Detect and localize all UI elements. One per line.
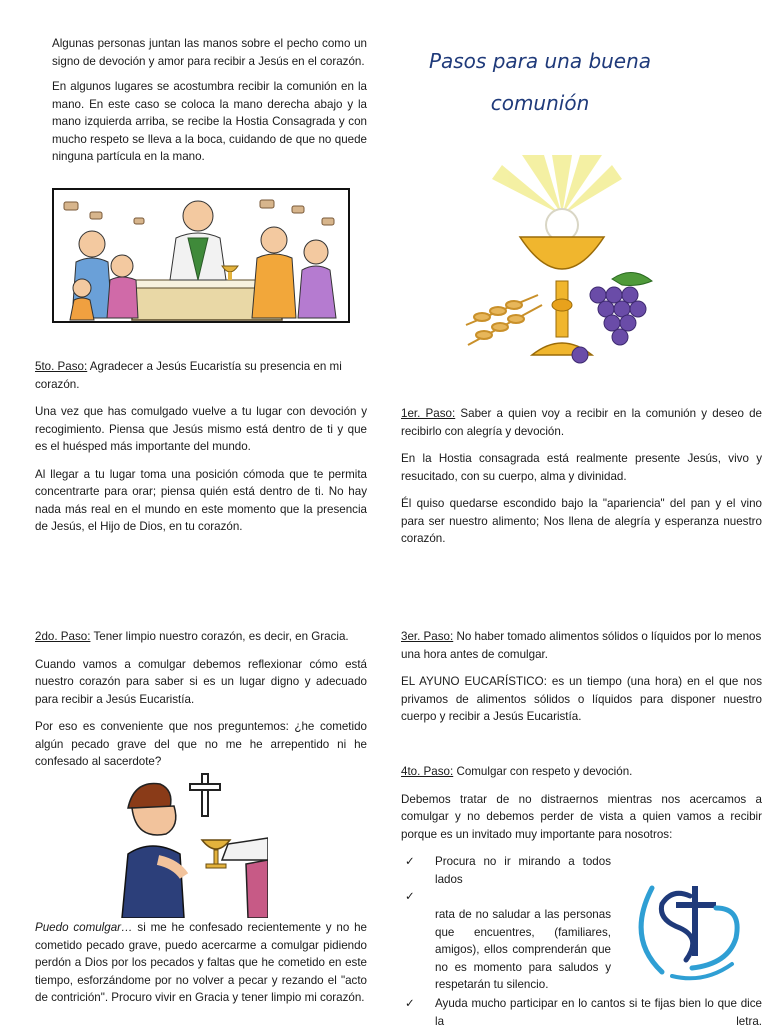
step-5-paragraph-2: Al llegar a tu lugar toma una posición cómoda que te permita concentrarte para orar; piensa quién está dentro de ti. No hay nada más real en el mundo en este momento que la presencia de Jesús, el Hijo de Dios, en tu corazón. [35, 467, 367, 533]
title-line-2: comunión [490, 91, 590, 115]
chalice-wheat-grapes-illustration [462, 155, 662, 375]
step-2-heading [35, 628, 367, 646]
step-3-heading [401, 628, 762, 663]
step-2-label: 2do. Paso: [35, 630, 91, 643]
step-4-title: Comulgar con respeto y devoción. [453, 765, 633, 778]
checkmark-icon: ✓ [405, 997, 415, 1010]
step-2-section [35, 628, 367, 771]
step-1-section [401, 405, 762, 548]
step-3-paragraph-1: EL AYUNO EUCARÍSTICO: es un tiempo (una hora) en el que nos privamos de alimentos sólidos o líquidos para disponer nuestro cuerpo y recibir a Jesús Eucaristía. [401, 675, 762, 723]
step-2-title: Tener limpio nuestro corazón, es decir, en Gracia. [90, 630, 349, 643]
step-3-title: No haber tomado alimentos sólidos o líquidos por lo menos una hora antes de comulgar. [401, 630, 762, 661]
step-5-label: 5to. Paso: [35, 360, 88, 373]
checkmark-icon: ✓ [405, 890, 415, 903]
step-4-heading [401, 763, 762, 781]
can-receive-text [35, 919, 367, 1007]
bullet-text-1: Procura no ir mirando a todos lados [435, 855, 611, 886]
intro-paragraph-1: Algunas personas juntan las manos sobre el pecho como un signo de devoción y amor para recibir a Jesús en el corazón. [52, 37, 367, 68]
step-5-section [35, 358, 367, 536]
list-item [401, 853, 611, 888]
step-2-paragraph-2: Por eso es conveniente que nos preguntemos: ¿he cometido algún pecado grave del que no me he arrepentido ni he confesado al sacerdote? [35, 720, 367, 768]
boy-receiving-communion-illustration [118, 768, 268, 918]
can-receive-body: si me he confesado recientemente y no he cometido pecado grave, puedo acercarme a comulgar pidiendo perdón a Dios por los pecados y faltas que he cometido en este tiempo, esforzándome por no volver a pecar y rezando el "acto de contrición". Procuro vivir en Gracia y tener limpio mi corazón. [35, 921, 367, 1004]
bullet-text-3: rata de no saludar a las personas que encuentres, (familiares, amigos), ellos comprenderán que no es momento para saludos y respetarán tu silencio. [435, 908, 611, 991]
parish-logo [632, 868, 760, 988]
step-5-heading [35, 358, 367, 393]
step-5-paragraph-1: Una vez que has comulgado vuelve a tu lugar con devoción y recogimiento. Piensa que Jesús mismo está dentro de ti y que es el huésped más importante del mundo. [35, 405, 367, 453]
step-1-heading [401, 405, 762, 440]
intro-text [52, 35, 367, 166]
step-1-paragraph-1: En la Hostia consagrada está realmente presente Jesús, vivo y resucitado, con su cuerpo, alma y divinidad. [401, 452, 762, 483]
list-item [401, 888, 611, 906]
checklist [401, 853, 611, 994]
step-2-paragraph-1: Cuando vamos a comulgar debemos reflexionar cómo está nuestro corazón para saber si es un lugar digno y adecuado para recibir a Jesús Eucaristía. [35, 657, 367, 706]
step-5-title: Agradecer a Jesús Eucaristía su presencia en mi corazón. [35, 360, 342, 391]
family-communion-illustration [52, 188, 350, 323]
step-1-title: Saber a quien voy a recibir en la comunión y deseo de recibirlo con alegría y devoción. [401, 407, 762, 438]
can-receive-paragraph [35, 919, 367, 1007]
step-4-section [401, 763, 762, 843]
can-receive-lead: Puedo comulgar… [35, 921, 133, 934]
title-line-1: Pasos para una buena [428, 49, 652, 73]
checkmark-icon: ✓ [405, 855, 415, 868]
step-4-bullets [401, 853, 611, 994]
step-1-label: 1er. Paso: [401, 407, 456, 420]
step-3-section [401, 628, 762, 726]
step-3-label: 3er. Paso: [401, 630, 454, 643]
intro-paragraph-2: En algunos lugares se acostumbra recibir la comunión en la mano. En este caso se coloca la mano derecha abajo y la mano izquierda arriba, se recibe la Hostia Consagrada y con mucho respeto se lleva a la boca, cuidando de que no quede ninguna partícula en la mano. [52, 80, 367, 163]
step-4-paragraph-1: Debemos tratar de no distraernos mientras nos acercamos a comulgar y no debemos perder de vista a quien vamos a recibir porque es un invitado muy importante para nosotros: [401, 792, 762, 841]
step-4-label: 4to. Paso: [401, 765, 454, 778]
step-1-paragraph-2: Él quiso quedarse escondido bajo la "apariencia" del pan y el vino para ser nuestro alimento; Nos llena de alegría y esperanza nuestro corazón. [401, 497, 762, 545]
page-title [400, 40, 680, 124]
bullet-text-4: Ayuda mucho participar en lo cantos si te fijas bien lo que dice la letra. [435, 997, 762, 1028]
last-bullet [401, 995, 762, 1030]
list-item [401, 906, 611, 994]
